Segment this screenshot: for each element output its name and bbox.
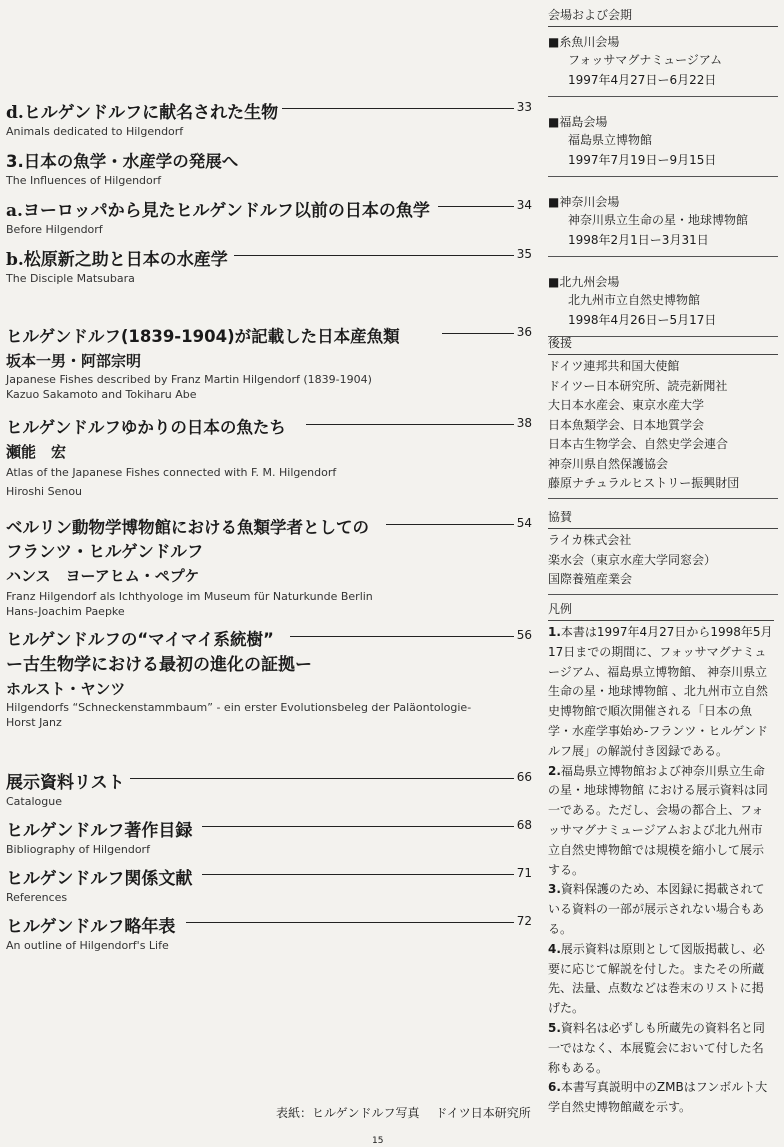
venue-dates: 1997年7月19日ー9月15日 [568,153,717,167]
toc-subtitle: Catalogue [6,795,62,808]
toc-title: ヒルゲンドルフの“マイマイ系統樹” [6,630,274,649]
sponsor: ライカ株式会社 [548,533,632,547]
venue-name: ■福島会場 [548,115,608,129]
supporter: ドイツー日本研究所、読売新聞社 [548,378,728,393]
leader-line [202,826,514,827]
toc-subtitle-author: Kazuo Sakamoto and Tokiharu Abe [6,388,197,401]
toc-title: ヒルゲンドルフゆかりの日本の魚たち [6,418,286,437]
note-text: 資料保護のため、本図録に掲載されている資料の一部が展示されない場合もある。 [548,882,765,936]
info-sidebar [548,0,778,1147]
sponsor-list [548,531,778,595]
note-text: 本書写真説明中のZMBはフンボルト大学自然史博物館蔵を示す。 [548,1080,768,1115]
venue-dates: 1998年2月1日ー3月31日 [568,233,709,247]
note-text: 資料名は必ずしも所蔵先の資料名と同一ではなく、本展覧会において付した名称もある。 [548,1020,765,1075]
toc-subtitle: An outline of Hilgendorf's Life [6,939,169,952]
toc-subtitle: Japanese Fishes described by Franz Martin Hilgendorf (1839-1904) [6,373,372,386]
leader-line [202,874,514,875]
note-number: 5. [548,1020,561,1035]
leader-line [290,636,514,637]
note-item [548,623,774,762]
toc-title-line2: ー古生物学における最初の進化の証拠ー [6,655,312,675]
leader-line [306,424,514,425]
toc-subtitle-author: Horst Janz [6,716,62,729]
supporter: 大日本水産会、東京水産大学 [548,398,705,412]
toc-page: 71 [516,866,532,880]
toc-entry[interactable] [6,196,536,236]
toc-subtitle: References [6,891,68,904]
support-heading: 後援 [548,334,778,355]
sponsor: 国際養殖産業会 [548,572,633,586]
leader-line [130,778,514,779]
note-item [548,762,774,881]
toc-page: 56 [516,628,532,642]
note-number: 4. [548,941,561,956]
venues-section [548,6,778,353]
note-number: 1. [548,625,561,639]
supporter: 神奈川県自然保護協会 [548,456,669,471]
toc-subtitle-author: Hans-Joachim Paepke [6,605,125,618]
venues-heading: 会場および会期 [548,6,778,27]
toc-subtitle: Bibliography of Hilgendorf [6,843,150,856]
leader-line [282,108,514,109]
venue-dates: 1997年4月27日ー6月22日 [568,73,717,87]
leader-line [234,255,514,256]
toc-subtitle: The Influences of Hilgendorf [6,174,162,187]
venue-name: ■神奈川会場 [548,195,620,209]
toc-title: ヒルゲンドルフ著作目録 [6,821,193,841]
toc-page: 68 [516,818,532,832]
notes-section [548,600,774,1118]
toc-page: 72 [516,914,532,928]
toc-entry[interactable] [6,912,536,952]
note-number: 3. [548,882,561,897]
leader-line [442,333,514,334]
toc-entry[interactable] [6,768,536,808]
supporter: ドイツ連邦共和国大使館 [548,359,680,373]
toc-subtitle: Before Hilgendorf [6,223,103,236]
toc-subtitle-author: Hiroshi Senou [6,485,83,498]
toc-subtitle: The Disciple Matsubara [6,272,135,285]
note-item [548,940,774,1019]
toc-entry[interactable] [6,414,536,498]
venue-place: 福島県立博物館 [568,133,653,147]
toc-subtitle: Atlas of the Japanese Fishes connected with F. M. Hilgendorf [6,466,337,479]
notes-heading: 凡例 [548,600,774,621]
note-item [548,1019,774,1078]
toc-page: 54 [516,516,532,530]
toc-entry[interactable] [6,323,536,401]
note-item [548,1078,774,1118]
toc-entry[interactable] [6,245,536,285]
toc-page: 38 [516,416,532,430]
toc-page: 33 [516,100,532,114]
toc-title: d.ヒルゲンドルフに献名された生物 [6,103,279,123]
sponsor-heading: 協賛 [548,508,778,529]
note-number: 6. [548,1080,561,1095]
toc-page: 35 [516,247,532,261]
cover-caption: 表紙：ヒルゲンドルフ写真 ドイツ日本研究所 [276,1106,531,1120]
venue-itoigawa [548,33,778,97]
toc-title: ヒルゲンドルフ略年表 [6,917,176,937]
toc-title: 3.日本の魚学・水産学の発展へ [6,152,239,171]
toc-title: ヒルゲンドルフ(1839-1904)が記載した日本産魚類 [6,327,400,346]
leader-line [186,922,514,923]
toc-entry[interactable] [6,864,536,904]
sponsor: 楽水会（東京水産大学同窓会） [548,552,717,567]
page-number: 15 [372,1136,384,1146]
supporter: 日本古生物学会、自然史学会連合 [548,437,729,451]
toc-page: 36 [516,325,532,339]
toc-title: a.ヨーロッパから見たヒルゲンドルフ以前の日本の魚学 [6,201,430,221]
venue-name: ■北九州会場 [548,275,620,289]
toc-page: 34 [516,198,532,212]
toc-author: 坂本一男・阿部宗明 [6,352,142,370]
toc-title: b.松原新之助と日本の水産学 [6,250,228,270]
toc-author: 瀬能 宏 [6,443,67,461]
toc-title: 展示資料リスト [6,773,125,793]
note-text: 展示資料は原則として図版掲載し、必要に応じて解説を付した。またその所蔵先、法量、点数などは巻末のリストに掲げた。 [548,941,765,1016]
leader-line [386,524,514,525]
toc-entry[interactable] [6,514,536,618]
leader-line [438,206,514,207]
note-number: 2. [548,763,561,778]
toc-title: ベルリン動物学博物館における魚類学者としての [6,518,369,537]
venue-kanagawa [548,193,778,257]
venue-name: ■糸魚川会場 [548,35,620,49]
toc-title-line2: フランツ・ヒルゲンドルフ [6,542,204,561]
venue-fukushima [548,113,778,177]
venue-place: フォッサマグナミュージアム [568,53,723,67]
supporter: 日本魚類学会、日本地質学会 [548,417,705,432]
venue-dates: 1998年4月26日ー5月17日 [568,313,717,327]
toc-entry[interactable] [6,626,536,729]
supporter: 藤原ナチュラルヒストリー振興財団 [548,476,740,490]
support-list [548,357,778,499]
toc-subtitle: Animals dedicated to Hilgendorf [6,125,184,138]
note-text: 本書は1997年4月27日から1998年5月17日までの期間に、フォッサマグナミュージアム、福島県立博物館、 神奈川県立生命の星・地球博物館 、北九州市立自然史博物館で順次開催される「日本の魚学・水産学事始め-フランツ・ヒルゲンドルフ展」の解説付き図録である。 [548,625,773,758]
note-text: 福島県立博物館および神奈川県立生命の星・地球博物館 における展示資料は同一である。ただし、会場の都合上、フォッサマグナミュージアムおよび北九州市立自然史博物館では規模を縮小して展示する。 [548,763,768,877]
toc-section-heading [6,148,536,187]
toc-page: 66 [516,770,532,784]
toc-subtitle: Franz Hilgendorf als Ichthyologe im Museum für Naturkunde Berlin [6,590,373,603]
venue-place: 神奈川県立生命の星・地球博物館 [568,213,749,227]
toc-title: ヒルゲンドルフ関係文献 [6,869,193,889]
toc-subtitle: Hilgendorfs “Schneckenstammbaum” - ein erster Evolutionsbeleg der Paläontologie- [6,701,472,714]
toc-entry[interactable] [6,98,536,138]
sponsor-section [548,508,778,595]
support-section [548,334,778,499]
venue-place: 北九州市立自然史博物館 [568,293,701,307]
toc-entry[interactable] [6,816,536,856]
toc-author: ホルスト・ヤンツ [6,680,126,698]
toc-author: ハンス ヨーアヒム・ペプケ [6,567,200,585]
venue-kitakyushu [548,273,778,337]
note-item [548,880,774,939]
